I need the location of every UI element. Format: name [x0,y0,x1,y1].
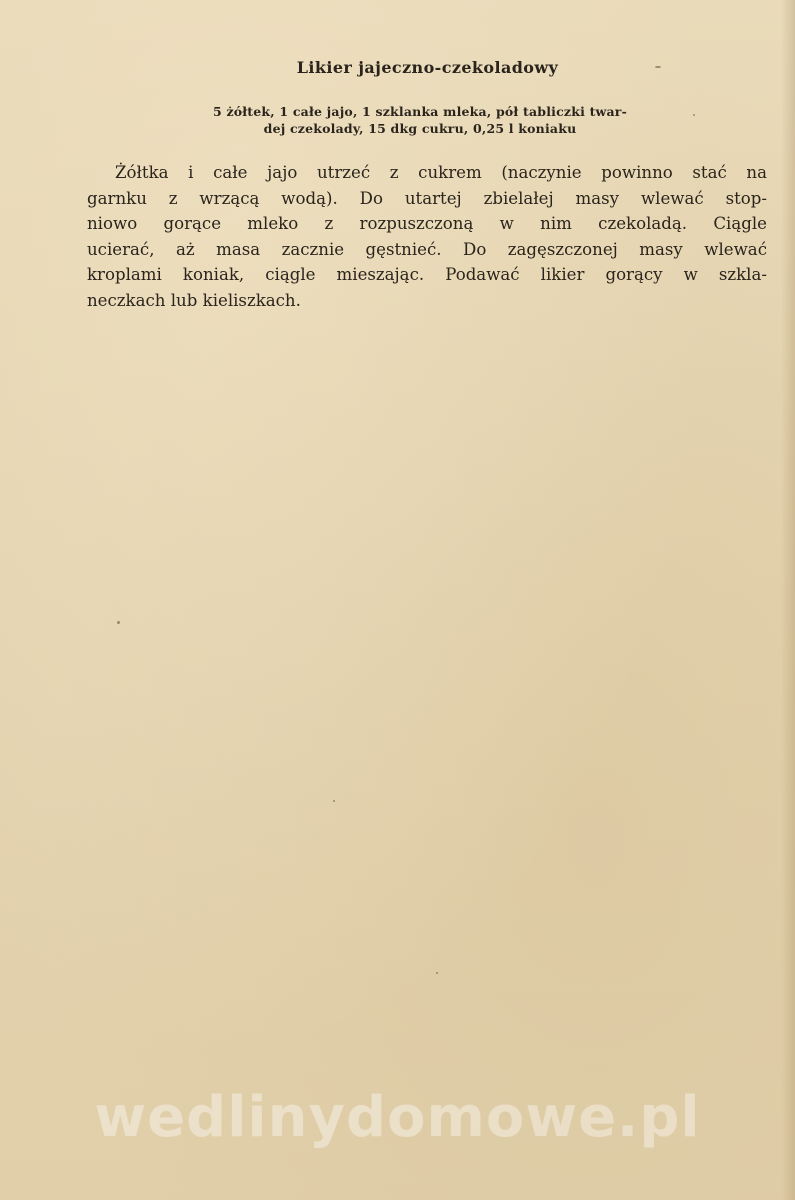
paper-speck [333,800,335,802]
watermark: wedlinydomowe.pl [94,1085,701,1150]
paper-speck [436,972,438,974]
paper-speck [117,621,120,624]
page-edge-shadow [781,0,795,1200]
ingredients-list [150,103,690,137]
ingredients-line: 5 żółtek, 1 całe jajo, 1 szklanka mleka, pół tabliczki twar- [213,104,627,119]
instructions-line: kroplami koniak, ciągle mieszając. Podawać likier gorący w szkla- [87,265,767,284]
instructions-line: ucierać, aż masa zacznie gęstnieć. Do zagęszczonej masy wlewać [87,239,767,259]
recipe-instructions [87,160,767,313]
ingredients-line: dej czekolady, 15 dkg cukru, 0,25 l koniaku [263,121,577,136]
paper-speck [693,114,695,116]
instructions-line: garnku z wrzącą wodą). Do utartej zbielałej masy wlewać stop- [87,188,767,208]
instructions-line: neczkach lub kieliszkach. [87,290,301,310]
instructions-line: Żółtka i całe jajo utrzeć z cukrem (naczynie powinno stać na [115,163,767,182]
recipe-title: Likier jajeczno-czekoladowy [296,58,559,77]
instructions-line: niowo gorące mleko z rozpuszczoną w nim czekoladą. Ciągle [87,214,767,233]
paper-speck [655,66,661,68]
